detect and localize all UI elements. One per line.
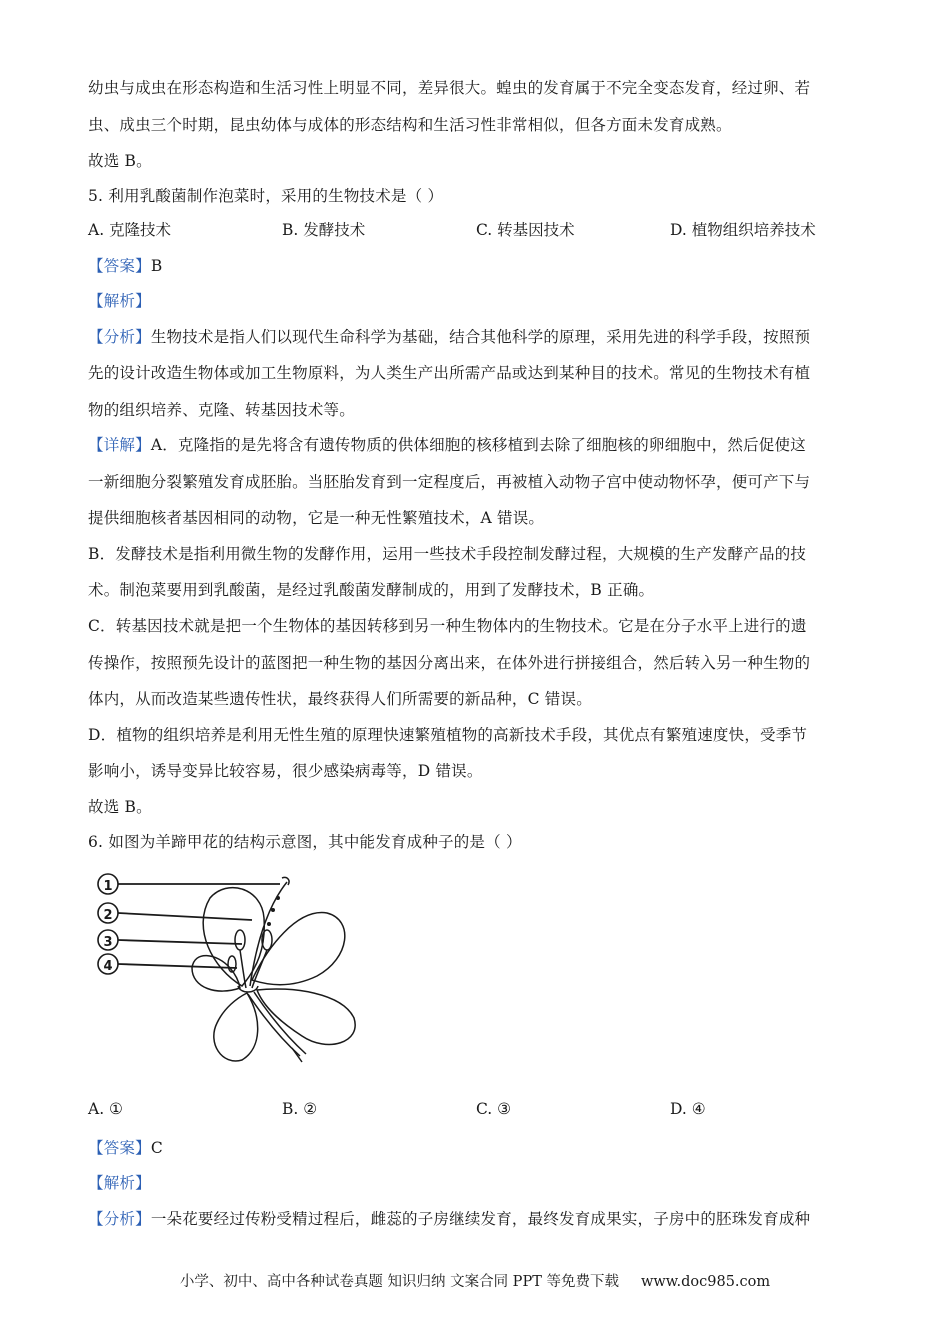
q5-detail-line: B．发酵技术是指利用微生物的发酵作用，运用一些技术手段控制发酵过程，大规模的生产发酵产品的技 [88,545,807,563]
answer-tag: 【答案】 [88,1139,151,1157]
q6-option-d: D. ④ [670,1100,706,1118]
q5-detail-line: 影响小，诱导变异比较容易，很少感染病毒等，D 错误。 [88,762,483,780]
svg-text:2: 2 [103,908,113,923]
page-footer [0,1270,950,1291]
detail-tag: 【详解】 [88,436,151,454]
answer-tag: 【答案】 [88,257,151,275]
fenxi-text: 一朵花要经过传粉受精过程后，雌蕊的子房继续发育，最终发育成果实，子房中的胚珠发育成种 [150,1210,811,1228]
q5-detail-line: D．植物的组织培养是利用无性生殖的原理快速繁殖植物的高新技术手段，其优点有繁殖速度快，受季节 [88,726,808,744]
q6-option-b: B. ② [282,1100,318,1118]
question-5-stem: 5. 利用乳酸菌制作泡菜时，采用的生物技术是（ ） [88,187,444,205]
flower-outline [192,877,355,1062]
fenxi-tag: 【分析】 [88,328,151,346]
footer-url[interactable]: www.doc985.com [640,1274,771,1290]
answer-value: B [150,257,163,275]
figure-label-1 [98,874,118,894]
paragraph-line: 虫、成虫三个时期，昆虫幼体与成体的形态结构和生活习性非常相似，但各方面未发育成熟。 [88,116,732,134]
q5-detail-line [88,433,806,455]
q5-option-d: D. 植物组织培养技术 [670,221,816,239]
q5-detail-line: 提供细胞核者基因相同的动物，它是一种无性繁殖技术，A 错误。 [88,509,545,527]
svg-text:1: 1 [103,879,113,894]
svg-text:3: 3 [103,935,113,950]
flower-structure-diagram [92,868,362,1068]
q5-analysis-tag: 【解析】 [88,292,151,310]
paragraph-line: 幼虫与成虫在形态构造和生活习性上明显不同，差异很大。蝗虫的发育属于不完全变态发育，经过卵、若 [88,79,811,97]
q6-fenxi-line [88,1207,810,1229]
q6-option-c: C. ③ [476,1100,512,1118]
fenxi-text: 生物技术是指人们以现代生命科学为基础，结合其他科学的原理，采用先进的科学手段，按照预 [150,328,811,346]
figure-label-2 [98,903,118,923]
footer-text: 小学、初中、高中各种试卷真题 知识归纳 文案合同 PPT 等免费下载 [179,1274,619,1290]
figure-label-3 [98,930,118,950]
q5-detail-line: 一新细胞分裂繁殖发育成胚胎。当胚胎发育到一定程度后，再被植入动物子宫中使动物怀孕，便可产下与 [88,473,811,491]
q5-detail-line: 体内，从而改造某些遗传性状，最终获得人们所需要的新品种，C 错误。 [88,690,592,708]
q5-detail-line: 术。制泡菜要用到乳酸菌，是经过乳酸菌发酵制成的，用到了发酵技术，B 正确。 [88,581,655,599]
figure-label-4 [98,954,118,974]
q5-fenxi-line: 先的设计改造生物体或加工生物原料，为人类生产出所需产品或达到某种目的技术。常见的生物技术有植 [88,364,811,382]
answer-value: C [150,1139,163,1157]
q6-option-a: A. ① [88,1100,123,1118]
pollen-dots [267,896,280,926]
q6-answer [88,1136,163,1158]
conclusion-line: 故选 B。 [88,152,152,170]
fenxi-tag: 【分析】 [88,1210,151,1228]
q5-option-c: C. 转基因技术 [476,221,575,239]
svg-text:4: 4 [103,959,113,974]
question-6-stem: 6. 如图为羊蹄甲花的结构示意图，其中能发育成种子的是（ ） [88,833,522,851]
q5-option-a: A. 克隆技术 [88,221,172,239]
q5-fenxi-line [88,325,810,347]
q5-detail-line: C．转基因技术就是把一个生物体的基因转移到另一种生物体内的生物技术。它是在分子水平上进行的遗 [88,617,807,635]
q5-answer [88,254,162,276]
q5-fenxi-line: 物的组织培养、克隆、转基因技术等。 [88,401,355,419]
detail-text: A．克隆指的是先将含有遗传物质的供体细胞的核移植到去除了细胞核的卵细胞中，然后促使这 [150,436,806,454]
q5-conclusion: 故选 B。 [88,798,152,816]
q5-option-b: B. 发酵技术 [282,221,366,239]
q5-detail-line: 传操作，按照预先设计的蓝图把一种生物的基因分离出来，在体外进行拼接组合，然后转入另一种生物的 [88,654,811,672]
q6-analysis-tag: 【解析】 [88,1174,151,1192]
